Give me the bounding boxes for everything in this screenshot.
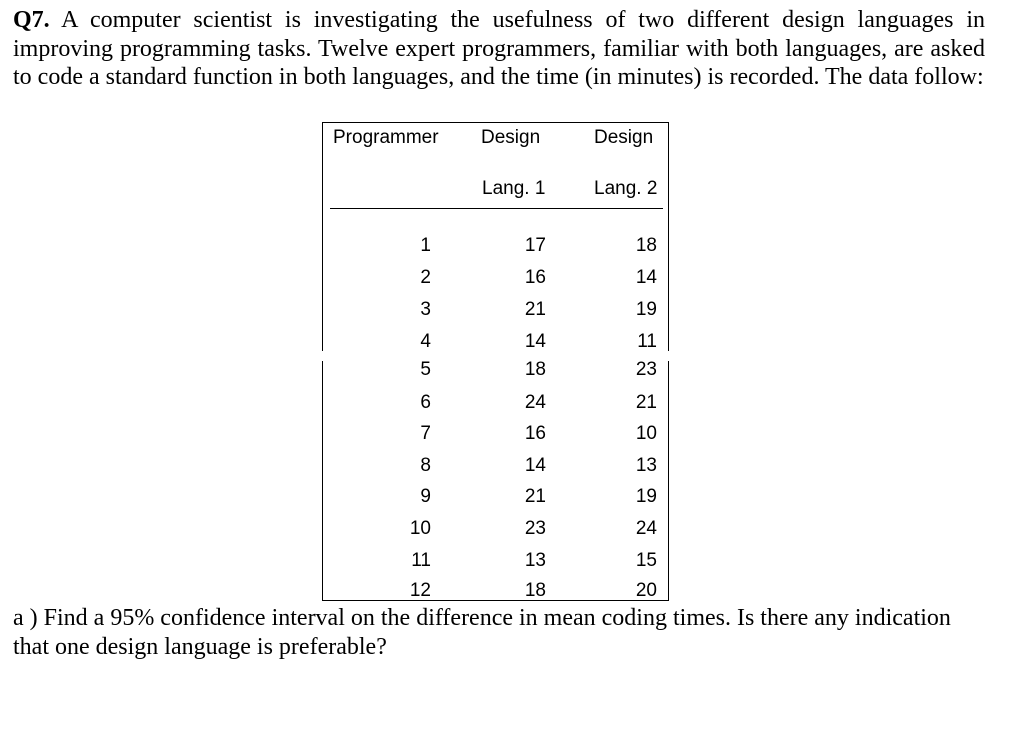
- table-row: [323, 267, 668, 291]
- header-programmer: Programmer: [333, 127, 439, 148]
- lang2-time-cell: 24: [635, 518, 657, 539]
- lang2-time-cell: 18: [635, 235, 657, 256]
- lang2-time-cell: 21: [635, 392, 657, 413]
- data-table: [322, 122, 669, 601]
- lang2-time-cell: 19: [635, 486, 657, 507]
- header-lang1-line1: Design: [481, 127, 541, 148]
- lang1-time-cell: 21: [524, 299, 546, 320]
- question-number: Q7.: [13, 7, 50, 33]
- programmer-cell: 6: [420, 392, 431, 413]
- table-row: [323, 331, 668, 355]
- lang1-time-cell: 18: [524, 359, 546, 380]
- table-row: [323, 359, 668, 383]
- programmer-cell: 2: [420, 267, 431, 288]
- question-body: A computer scientist is investigating the usefulness of two different design languages in improving programming tasks. Twelve expert programmers, familiar with both languages, are asked to code a standard function in both languages, and the time (in minutes) is recorded. The data follow:: [13, 7, 985, 90]
- lang1-time-cell: 14: [524, 455, 546, 476]
- table-row: [323, 423, 668, 447]
- lang1-time-cell: 16: [524, 423, 546, 444]
- header-lang2-line1: Design: [594, 127, 654, 148]
- table-row: [323, 235, 668, 259]
- programmer-cell: 8: [420, 455, 431, 476]
- lang2-time-cell: 13: [635, 455, 657, 476]
- lang1-time-cell: 18: [524, 580, 546, 601]
- table-row: [323, 550, 668, 574]
- table-row: [323, 486, 668, 510]
- table-row: [323, 299, 668, 323]
- question-text: [13, 6, 985, 92]
- header-lang2-line2: Lang. 2: [594, 178, 658, 199]
- programmer-cell: 5: [420, 359, 431, 380]
- lang1-time-cell: 13: [524, 550, 546, 571]
- lang2-time-cell: 20: [635, 580, 657, 601]
- programmer-cell: 3: [420, 299, 431, 320]
- programmer-cell: 9: [420, 486, 431, 507]
- lang2-time-cell: 15: [635, 550, 657, 571]
- lang2-time-cell: 23: [635, 359, 657, 380]
- programmer-cell: 11: [411, 550, 431, 571]
- programmer-cell: 7: [420, 423, 431, 444]
- programmer-cell: 10: [409, 518, 431, 539]
- header-lang1-line2: Lang. 1: [482, 178, 546, 199]
- lang2-time-cell: 19: [635, 299, 657, 320]
- table-row: [323, 580, 668, 604]
- lang2-time-cell: 14: [635, 267, 657, 288]
- table-row: [323, 455, 668, 479]
- lang1-time-cell: 23: [524, 518, 546, 539]
- part-a-question: a ) Find a 95% confidence interval on the difference in mean coding times. Is there any indication that one design language is preferable?: [13, 605, 951, 660]
- lang2-time-cell: 11: [637, 331, 657, 352]
- lang1-time-cell: 21: [524, 486, 546, 507]
- lang1-time-cell: 16: [524, 267, 546, 288]
- table-row: [323, 392, 668, 416]
- lang2-time-cell: 10: [635, 423, 657, 444]
- lang1-time-cell: 14: [524, 331, 546, 352]
- table-row: [323, 518, 668, 542]
- programmer-cell: 12: [409, 580, 431, 601]
- header-divider: [330, 208, 663, 209]
- programmer-cell: 1: [420, 235, 431, 256]
- programmer-cell: 4: [420, 331, 431, 352]
- lang1-time-cell: 24: [524, 392, 546, 413]
- lang1-time-cell: 17: [524, 235, 546, 256]
